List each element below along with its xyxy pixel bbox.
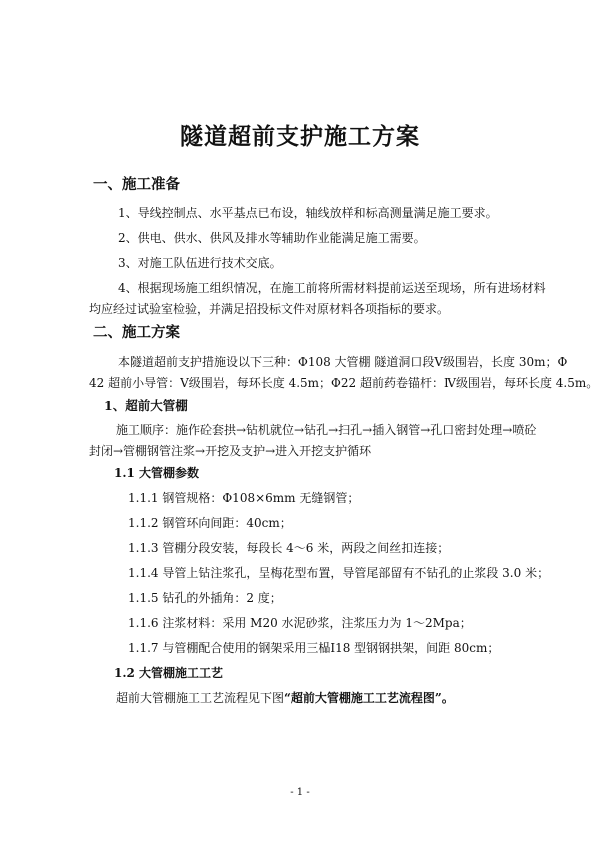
plan-intro-line2: 42 超前小导管：Ⅴ级围岩，每环长度 4.5m；Φ22 超前药卷锚杆：Ⅳ级围岩，每环长度 4.5m。 xyxy=(89,376,599,390)
param-item-5: 1.1.5 钻孔的外插角：2 度； xyxy=(128,591,282,605)
page-number: - 1 - xyxy=(290,787,310,798)
param-item-3: 1.1.3 管棚分段安装，每段长 4～6 米，两段之间丝扣连接； xyxy=(128,541,450,555)
subsection-heading-parameters: 1.1 大管棚参数 xyxy=(114,466,200,480)
sequence-line1: 施工顺序：施作砼套拱→钻机就位→钻孔→扫孔→插入钢管→孔口密封处理→喷砼 xyxy=(116,423,537,437)
prep-item-1: 1、导线控制点、水平基点已布设，轴线放样和标高测量满足施工要求。 xyxy=(118,206,498,220)
prep-item-4-line2: 均应经过试验室检验，并满足招投标文件对原材料各项指标的要求。 xyxy=(89,302,450,316)
document-title: 隧道超前支护施工方案 xyxy=(180,123,420,150)
process-text-plain: 超前大管棚施工工艺流程见下图 xyxy=(116,691,285,705)
plan-intro-line1: 本隧道超前支护措施设以下三种：Φ108 大管棚 隧道洞口段Ⅴ级围岩，长度 30m；Φ xyxy=(118,355,568,369)
prep-item-4-line1: 4、根据现场施工组织情况，在施工前将所需材料提前运送至现场，所有进场材料 xyxy=(118,281,546,295)
sequence-line2: 封闭→管棚钢管注浆→开挖及支护→进入开挖支护循环 xyxy=(89,444,372,458)
process-text xyxy=(116,689,554,706)
param-item-1: 1.1.1 钢管规格：Φ108×6mm 无缝钢管； xyxy=(128,491,360,505)
param-item-4: 1.1.4 导管上钻注浆孔，呈梅花型布置，导管尾部留有不钻孔的止浆段 3.0 米； xyxy=(128,566,550,580)
subsection-heading-process: 1.2 大管棚施工工艺 xyxy=(114,666,224,680)
param-item-2: 1.1.2 钢管环向间距：40cm； xyxy=(128,516,292,530)
param-item-6: 1.1.6 注浆材料：采用 M20 水泥砂浆，注浆压力为 1～2Mpa； xyxy=(128,616,472,630)
prep-item-3: 3、对施工队伍进行技术交底。 xyxy=(118,256,282,270)
process-figure-reference: “超前大管棚施工工艺流程图”。 xyxy=(284,691,454,705)
subsection-heading-pipe-roof: 1、超前大管棚 xyxy=(104,398,188,413)
param-item-7: 1.1.7 与管棚配合使用的钢架采用三榀Ⅰ18 型钢钢拱架，间距 80cm； xyxy=(128,641,500,655)
section-heading-plan: 二、施工方案 xyxy=(93,324,180,341)
section-heading-preparation: 一、施工准备 xyxy=(93,176,180,193)
prep-item-2: 2、供电、供水、供风及排水等辅助作业能满足施工需要。 xyxy=(118,231,426,245)
